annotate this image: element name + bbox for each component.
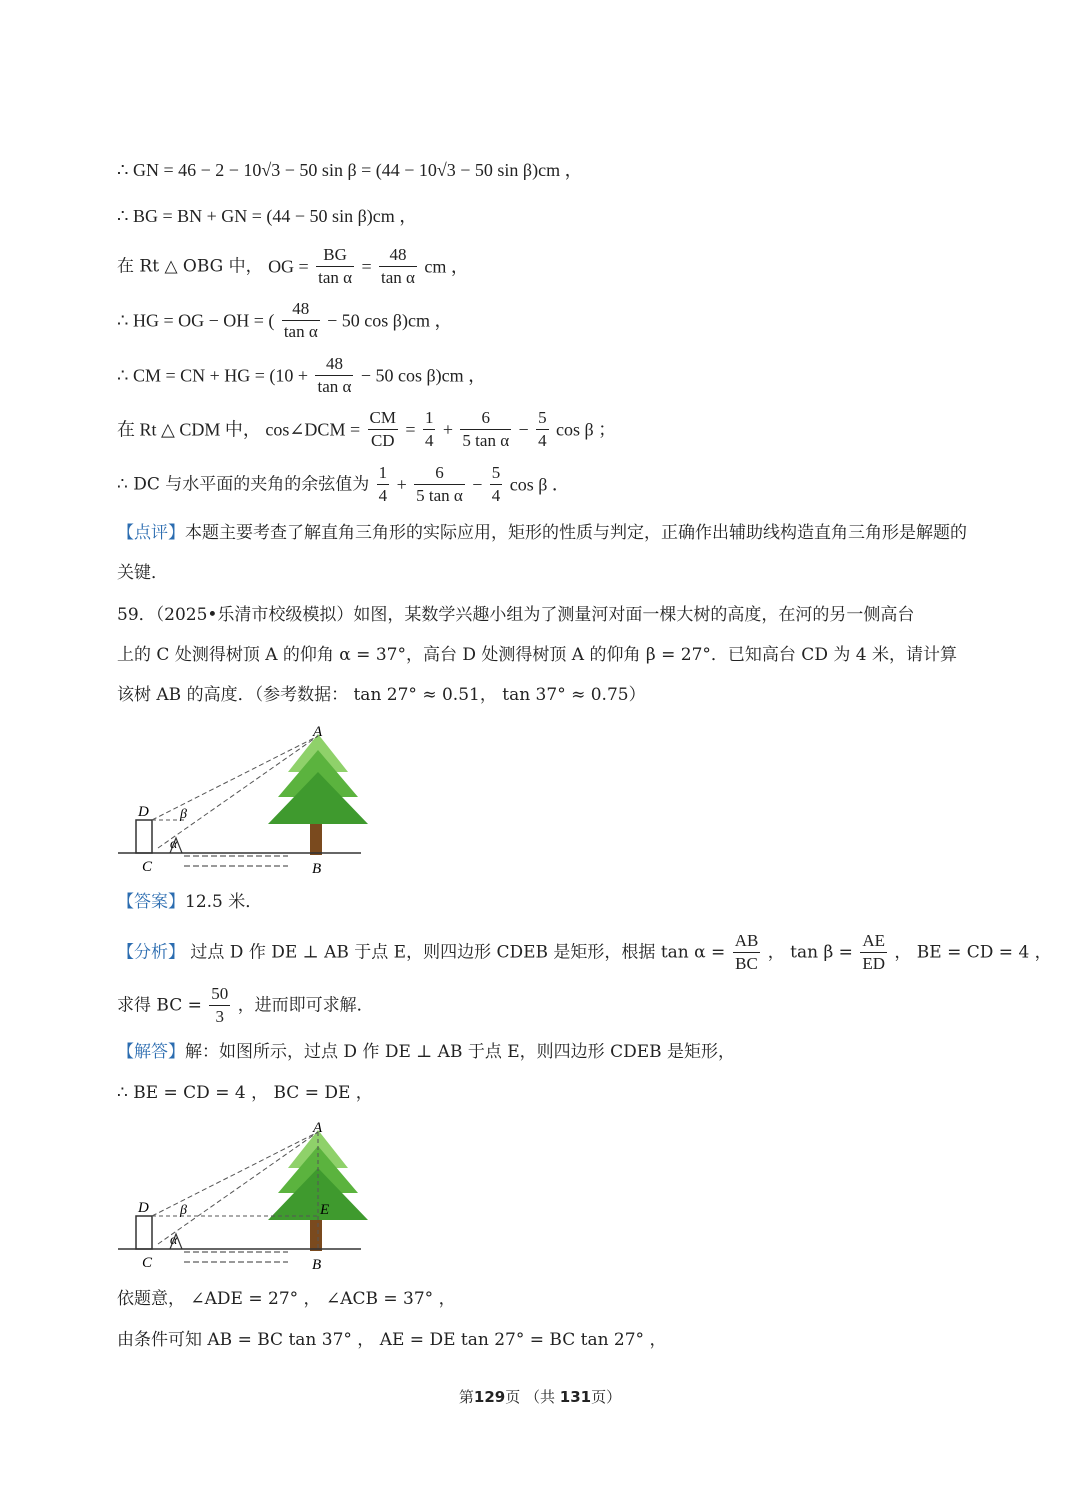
fraction: $\frac{6}{\text{5 tan α}}$ [462, 408, 510, 450]
derivation-line-6: 在 Rt △ CDM 中， cos∠DCM = $\frac{CM}{CD}$ = $\frac{1}{4}$ + $\frac{6}{\text{5 tan α}}$ − $\frac{5}{4}$ cos β ； [117, 408, 617, 450]
label-beta: β [180, 807, 187, 822]
fraction: $\frac{1}{4}$ [424, 408, 434, 450]
page-number: 129 [473, 1388, 506, 1406]
label-alpha: α [170, 837, 178, 852]
fraction: $\frac{AB}{BC}$ [734, 931, 759, 973]
fraction: $\frac{BG}{\text{tan α}}$ [318, 245, 353, 287]
label-beta: β [180, 1203, 187, 1218]
derivation-line-1: ∴ GN = 46 − 2 − 10√3 − 50 sin β = (44 − 10√3 − 50 sin β)cm ， [117, 160, 583, 180]
fraction: $\frac{50}{3}$ [211, 984, 229, 1026]
fraction: $\frac{5}{4}$ [491, 463, 501, 505]
derivation-line-3: 在 Rt △ OBG 中， OG = $\frac{BG}{\text{tan α}}$ = $\frac{48}{\text{tan α}}$ cm ， [117, 245, 469, 287]
comment-paragraph [117, 513, 967, 593]
derivation-line-7: ∴ DC 与水平面的夹角的余弦值为 $\frac{1}{4}$ + $\frac{6}{\text{5 tan α}}$ − $\frac{5}{4}$ cos β ． [117, 463, 570, 505]
problem-line-3: 该树 AB 的高度．（参考数据： tan 27° ≈ 0.51， tan 37° ≈ 0.75） [117, 685, 646, 705]
problem-line-1: 59．（2025•乐清市校级模拟）如图，某数学兴趣小组为了测量河对面一棵大树的高度，在河的另一侧高台 [117, 605, 915, 625]
analysis-line-2: 求得 BC = $\frac{50}{3}$ ，进而即可求解． [117, 984, 374, 1026]
solution-line-1: 【解答】解：如图所示，过点 D 作 DE ⊥ AB 于点 E，则四边形 CDEB 是矩形， [117, 1042, 736, 1062]
label-a: A [313, 724, 323, 740]
solution-line-2: ∴ BE = CD = 4 ， BC = DE ， [117, 1083, 373, 1103]
fraction: $\frac{CM}{CD}$ [369, 408, 396, 450]
label-c: C [142, 1255, 153, 1271]
label-b: B [312, 861, 322, 877]
tree-figure-1 [118, 722, 368, 882]
label-c: C [142, 859, 153, 875]
tree-figure-2 [118, 1118, 368, 1278]
derivation-line-5: ∴ CM = CN + HG = (10 + $\frac{48}{\text{tan α}}$ − 50 cos β)cm ， [117, 354, 487, 396]
tail-line-2: 由条件可知 AB = BC tan 37° ， AE = DE tan 27° = BC tan 27° ， [117, 1330, 667, 1350]
page-footer: 第129页 （共 131页） [458, 1388, 622, 1406]
tail-line-1: 依题意， ∠ADE = 27° ， ∠ACB = 37° ， [117, 1289, 456, 1309]
fraction: $\frac{AE}{ED}$ [862, 931, 885, 973]
derivation-line-2: ∴ BG = BN + GN = (44 − 50 sin β)cm ， [117, 206, 418, 226]
answer-text: 12.5 米． [185, 892, 263, 912]
fraction: $\frac{1}{4}$ [378, 463, 388, 505]
comment-tag: 【点评】 [117, 523, 185, 543]
derivation-line-4: ∴ HG = OG − OH = ( $\frac{48}{\text{tan α}}$ − 50 cos β)cm ， [117, 299, 453, 341]
analysis-tag: 【分析】 [117, 942, 185, 963]
label-alpha: α [170, 1233, 178, 1248]
fraction: $\frac{48}{\text{tan α}}$ [317, 354, 352, 396]
fraction: $\frac{48}{\text{tan α}}$ [381, 245, 415, 287]
label-d: D [138, 804, 149, 820]
comment-text: 本题主要考查了解直角三角形的实际应用，矩形的性质与判定，正确作出辅助线构造直角三角形是解题的关键． [117, 523, 967, 583]
answer-line [117, 892, 262, 912]
label-a: A [313, 1120, 323, 1136]
solution-tag: 【解答】 [117, 1042, 185, 1062]
label-b: B [312, 1257, 322, 1273]
problem-line-2: 上的 C 处测得树顶 A 的仰角 α = 37°，高台 D 处测得树顶 A 的仰角 β = 27°．已知高台 CD 为 4 米，请计算 [117, 645, 957, 665]
fraction: $\frac{48}{\text{tan α}}$ [283, 299, 318, 341]
answer-tag: 【答案】 [117, 892, 185, 912]
label-e: E [320, 1202, 330, 1218]
fraction: $\frac{6}{\text{5 tan α}}$ [416, 463, 463, 505]
page-total: 131 [559, 1388, 592, 1406]
tree-icon [268, 734, 368, 855]
fraction: $\frac{5}{4}$ [538, 408, 547, 450]
label-d: D [138, 1200, 149, 1216]
analysis-line-1: 【分析】 过点 D 作 DE ⊥ AB 于点 E，则四边形 CDEB 是矩形，根据 tan α = $\frac{AB}{BC}$ ， tan β = $\frac{AE}{ED}$ ， BE = CD = 4 ， [117, 931, 1052, 973]
